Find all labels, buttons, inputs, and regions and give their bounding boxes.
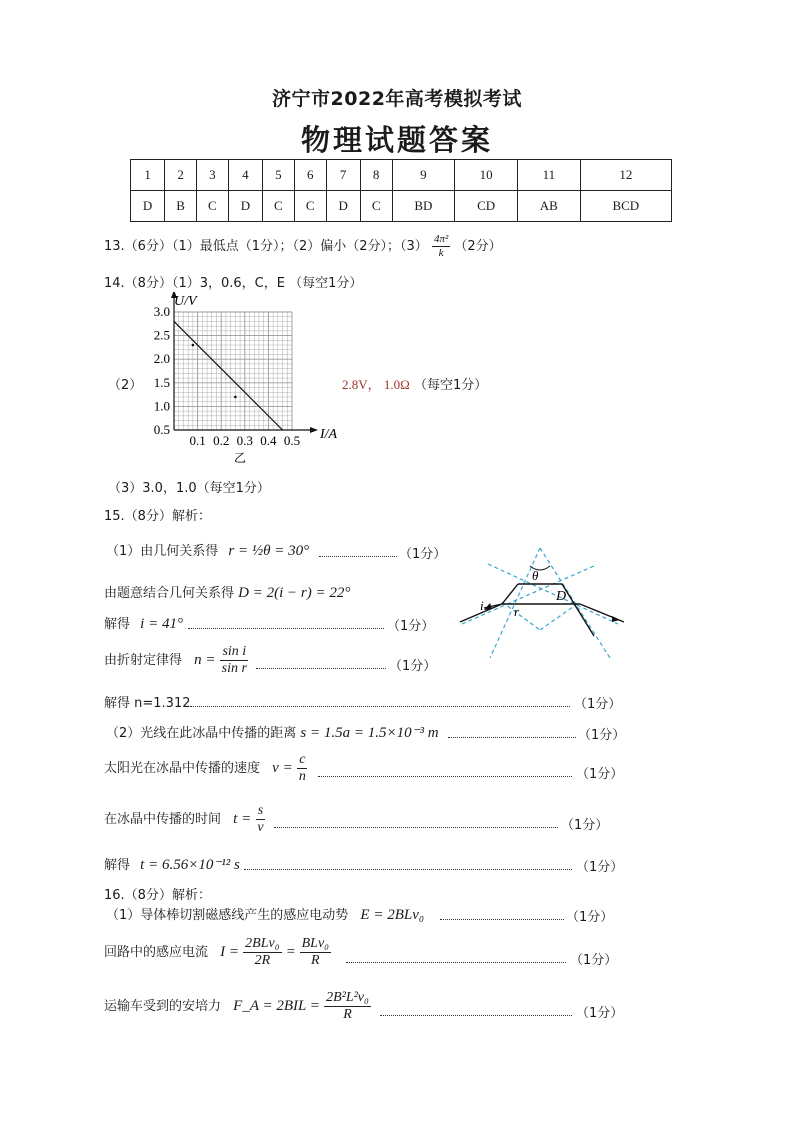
q14-part2-label: （2） xyxy=(108,378,143,393)
y-tick-label: 0.5 xyxy=(153,422,170,437)
question-number-cell: 1 xyxy=(131,160,165,191)
y-tick-label: 1.0 xyxy=(153,398,170,414)
q15-l4-den: sin r xyxy=(221,661,247,676)
question-number-cell: 6 xyxy=(294,160,326,191)
q15-l7-lhs: v = xyxy=(272,760,293,776)
data-point xyxy=(192,344,195,347)
dotted-leader xyxy=(440,919,564,920)
q15-l7-fraction xyxy=(297,752,308,785)
refraction-angle-label: r xyxy=(514,604,520,619)
dotted-leader xyxy=(256,668,386,669)
q15-l2 xyxy=(104,582,350,602)
prism-face-right xyxy=(562,584,594,636)
q15-l9 xyxy=(104,854,240,874)
q15-l4-num: sin i xyxy=(222,644,247,659)
prism-extension-right xyxy=(540,548,610,658)
q15-l8-fraction xyxy=(255,803,265,836)
q15-l8-score: （1分） xyxy=(561,818,609,833)
answer-row xyxy=(131,191,672,222)
arrow-icon xyxy=(612,616,620,622)
q15-l4-score: （1分） xyxy=(389,659,437,674)
question-number-cell: 10 xyxy=(455,160,518,191)
q16-l3-den: R xyxy=(343,1007,352,1022)
q15-l8 xyxy=(104,803,266,836)
chart-caption: 乙 xyxy=(234,451,247,465)
question-number-cell: 2 xyxy=(165,160,197,191)
q15-header: 15.（8分）解析： xyxy=(104,509,211,524)
answer-cell: C xyxy=(360,191,392,222)
q13-frac-num: 4π² xyxy=(433,233,449,245)
y-tick-label: 2.5 xyxy=(153,327,170,343)
x-tick-label: 0.2 xyxy=(213,433,230,448)
x-tick-label: 0.5 xyxy=(283,433,301,448)
chart-grid xyxy=(174,312,292,430)
fit-line xyxy=(174,321,283,430)
q16-l2-fraction2 xyxy=(300,936,331,969)
q16-l3-score: （1分） xyxy=(576,1006,624,1021)
answer-cell: C xyxy=(196,191,228,222)
dashed-ray-right xyxy=(540,602,580,630)
q15-l8-text: 在冰晶中传播的时间 xyxy=(104,812,222,827)
chart-ylabel: U/V xyxy=(174,294,197,309)
q16-l2-lhs: I = xyxy=(220,944,240,960)
q14-line1: 14.（8分）（1）3，0.6，C，E （每空1分） xyxy=(104,276,363,291)
dotted-leader xyxy=(274,827,558,828)
equals-sign: = xyxy=(285,944,300,960)
q16-l1-text: （1）导体棒切割磁感线产生的感应电动势 xyxy=(106,908,349,923)
q15-l7-den: n xyxy=(298,769,306,784)
dotted-leader xyxy=(244,869,572,870)
answer-table xyxy=(130,159,672,222)
q16-l2-fraction1 xyxy=(243,936,281,969)
q15-l5-text: 解得 n=1.312 xyxy=(104,696,191,711)
x-axis-arrow-icon xyxy=(310,427,318,433)
q15-l3 xyxy=(104,613,183,633)
q15-l3-text: 解得 xyxy=(104,617,131,632)
dotted-leader xyxy=(448,737,576,738)
y-tick-label: 1.5 xyxy=(153,374,170,390)
q16-l2-den1: 2R xyxy=(254,953,271,968)
q16-l2-num1: 2BLv₀ xyxy=(245,936,280,951)
q16-l3-fraction xyxy=(324,990,371,1023)
answer-cell: CD xyxy=(455,191,518,222)
q13-fraction xyxy=(432,233,450,260)
dotted-leader xyxy=(318,776,572,777)
chart-xlabel: I/A xyxy=(320,427,338,442)
dotted-leader xyxy=(346,962,566,963)
q15-l3-math: i = 41° xyxy=(140,616,183,632)
q13-prefix: 13.（6分）（1）最低点（1分）；（2）偏小（2分）；（3） xyxy=(104,239,428,254)
normal-line-right xyxy=(488,564,618,624)
answer-cell: C xyxy=(294,191,326,222)
question-number-cell: 9 xyxy=(392,160,455,191)
q16-l3-text: 运输车受到的安培力 xyxy=(104,999,222,1014)
q13-frac-den: k xyxy=(438,247,444,259)
dotted-leader xyxy=(188,628,384,629)
q15-l2-math: D = 2(i − r) = 22° xyxy=(238,585,351,601)
arrow-icon xyxy=(484,603,492,610)
q15-l9-math: t = 6.56×10⁻¹² s xyxy=(140,857,240,873)
q15-l4-fraction xyxy=(220,644,249,677)
answer-cell: BCD xyxy=(580,191,671,222)
answer-cell: B xyxy=(165,191,197,222)
theta-label: θ xyxy=(532,568,539,583)
q15-l8-den: v xyxy=(257,820,264,835)
q15-l9-text: 解得 xyxy=(104,858,131,873)
answer-cell: D xyxy=(131,191,165,222)
q15-l1-math: r = ½θ = 30° xyxy=(228,543,310,559)
dotted-leader xyxy=(319,556,397,557)
prism-extension-left xyxy=(490,548,540,658)
q13-suffix: （2分） xyxy=(454,239,502,254)
y-tick-label: 2.0 xyxy=(153,351,170,367)
prism-diagram xyxy=(452,540,632,664)
q15-l6 xyxy=(106,722,439,742)
q15-l7-text: 太阳光在冰晶中传播的速度 xyxy=(104,761,261,776)
q16-l3-num: 2B²L²v₀ xyxy=(326,990,369,1005)
q15-l5 xyxy=(104,692,190,711)
question-number-cell: 12 xyxy=(580,160,671,191)
q15-l8-num: s xyxy=(257,803,264,818)
x-tick-label: 0.1 xyxy=(189,433,206,448)
question-number-cell: 8 xyxy=(360,160,392,191)
q16-l2-num2: BLv₀ xyxy=(301,936,330,951)
x-tick-label: 0.4 xyxy=(260,433,277,448)
question-number-cell: 11 xyxy=(517,160,580,191)
answer-cell: D xyxy=(228,191,262,222)
q15-l6-score: （1分） xyxy=(578,728,626,743)
incidence-angle-label: i xyxy=(480,598,484,613)
q16-l2-score: （1分） xyxy=(570,953,618,968)
q16-l2-den2: R xyxy=(311,953,320,968)
q15-l6-math: s = 1.5a = 1.5×10⁻³ m xyxy=(300,725,439,741)
q14-part2-answer-line xyxy=(342,374,487,393)
dotted-leader xyxy=(380,1015,572,1016)
answer-cell: C xyxy=(262,191,294,222)
q16-l3-lhs: F_A = 2BIL = xyxy=(233,998,320,1014)
q13-line xyxy=(104,233,502,260)
q15-l1-score: （1分） xyxy=(399,547,447,562)
q16-l1 xyxy=(106,904,424,924)
q15-l1-text: （1）由几何关系得 xyxy=(106,544,219,559)
q15-l4-text: 由折射定律得 xyxy=(104,653,183,668)
q16-l1-math: E = 2BLv₀ xyxy=(360,907,425,923)
q16-l1-score: （1分） xyxy=(566,910,614,925)
q15-l9-score: （1分） xyxy=(576,860,624,875)
q15-l7-num: c xyxy=(299,752,306,767)
q15-l8-lhs: t = xyxy=(233,811,252,827)
q14-part2-answer: 2.8V， 1.0Ω xyxy=(342,377,410,392)
q15-l4-lhs: n = xyxy=(194,652,216,668)
q14-part2-note: （每空1分） xyxy=(413,378,488,393)
q15-l3-score: （1分） xyxy=(387,619,435,634)
exam-title: 济宁市2022年高考模拟考试 xyxy=(272,88,522,110)
q15-l6-text: （2）光线在此冰晶中传播的距离 xyxy=(106,726,297,741)
q15-l7-score: （1分） xyxy=(576,767,624,782)
question-number-cell: 5 xyxy=(262,160,294,191)
answer-cell: D xyxy=(326,191,360,222)
q15-l7 xyxy=(104,752,308,785)
chart-series xyxy=(174,321,283,430)
q16-header: 16.（8分）解析： xyxy=(104,888,211,903)
q15-l1 xyxy=(106,540,309,560)
q15-l5-score: （1分） xyxy=(574,697,622,712)
ui-chart xyxy=(140,292,350,468)
q16-l2 xyxy=(104,936,331,969)
q16-l2-text: 回路中的感应电流 xyxy=(104,945,209,960)
question-number-cell: 3 xyxy=(196,160,228,191)
dotted-leader xyxy=(190,706,570,707)
q14-part3: （3）3.0，1.0（每空1分） xyxy=(108,481,270,496)
x-tick-label: 0.3 xyxy=(236,433,253,448)
answer-cell: AB xyxy=(517,191,580,222)
question-number-row xyxy=(131,160,672,191)
question-number-cell: 4 xyxy=(228,160,262,191)
q16-l3 xyxy=(104,990,371,1023)
answer-cell: BD xyxy=(392,191,455,222)
q15-l4 xyxy=(104,644,249,677)
deviation-label: D xyxy=(556,589,567,604)
y-tick-label: 3.0 xyxy=(153,304,170,319)
answer-key-title: 物理试题答案 xyxy=(300,123,493,157)
data-point xyxy=(234,396,237,399)
q15-l2-text: 由题意结合几何关系得 xyxy=(104,586,235,601)
dashed-ray-left xyxy=(502,602,540,630)
question-number-cell: 7 xyxy=(326,160,360,191)
